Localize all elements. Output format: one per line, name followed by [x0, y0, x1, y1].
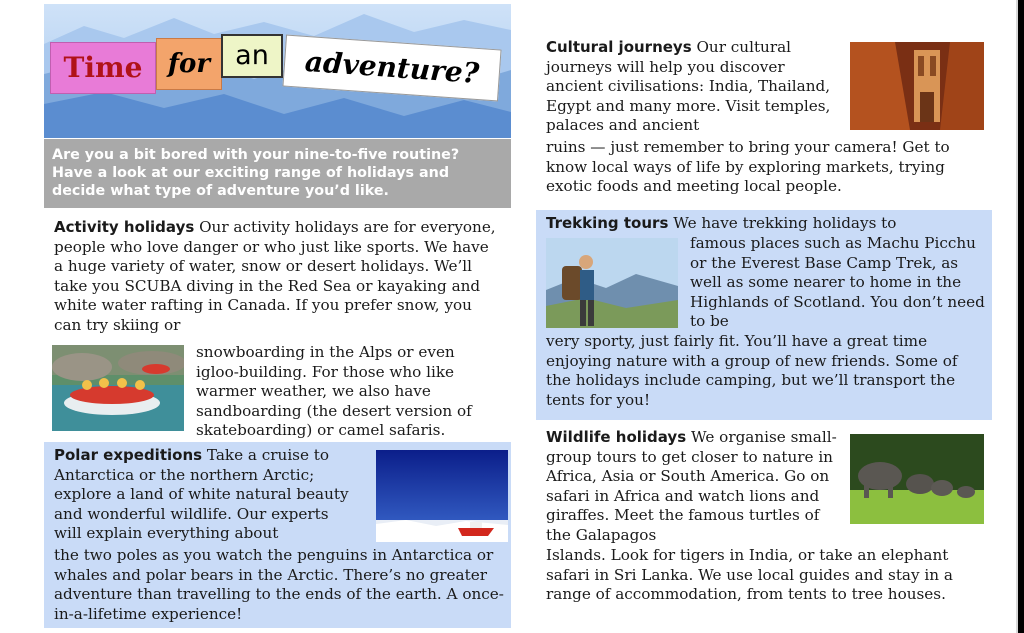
title-word-time: Time: [50, 42, 156, 94]
cultural-text-side: Our cultural journeys will help you discover ancient civilisations: India, Thailand, Egypt and many more. Visit temples, palaces and ancient: [546, 38, 831, 135]
elephants-photo: [850, 434, 984, 524]
cultural-text-bottom: ruins — just remember to bring your camera! Get to know local ways of life by exploring markets, trying exotic foods and meeting local people.: [546, 138, 950, 196]
trekking-text-side: famous places such as Machu Picchu or the Everest Base Camp Trek, as well as some nearer to home in the Highlands of Scotland. You don’t need to be: [690, 234, 985, 331]
wildlife-text-side: We organise small-group tours to get closer to nature in Africa, Asia or South America. Go on safari in Africa and watch lions and giraffes. Meet the famous turtles of the Galapagos: [546, 428, 837, 544]
trekking-text-top: We have trekking holidays to: [668, 214, 897, 232]
wildlife-text-bottom: Islands. Look for tigers in India, or take an elephant safari in Sri Lanka. We use local guides and stay in a range of accommodation, from tents to tree houses.: [546, 546, 953, 604]
page-divider: [1016, 0, 1018, 633]
title-word-adventure: adventure?: [282, 35, 501, 102]
title-banner: [44, 4, 511, 138]
cultural-heading: Cultural journeys: [546, 38, 692, 56]
rafting-photo: [52, 345, 184, 431]
trekking-section: [536, 210, 992, 420]
activity-text-side: snowboarding in the Alps or even igloo-building. For those who like warmer weather, we also have sandboarding (the desert version of skateboarding) or camel safaris.: [196, 343, 472, 440]
intro-text: Are you a bit bored with your nine-to-five routine? Have a look at our exciting range of holidays and decide what type of adventure you’d like.: [44, 139, 511, 208]
hiker-photo: [546, 238, 678, 328]
title-word-an: an: [221, 34, 283, 78]
activity-heading: Activity holidays: [54, 218, 195, 236]
icebreaker-ship-photo: [376, 450, 508, 542]
activity-section: [44, 212, 511, 440]
polar-text-side: Take a cruise to Antarctica or the northern Arctic; explore a land of white natural beauty and wonderful wildlife. Our experts will explain everything about: [54, 446, 349, 543]
cultural-section: [536, 34, 992, 204]
polar-heading: Polar expeditions: [54, 446, 203, 464]
wildlife-heading: Wildlife holidays: [546, 428, 687, 446]
activity-text-top: Our activity holidays are for everyone, people who love danger or who just like sports. We have a huge variety of water, snow or desert holidays. We’ll take you SCUBA diving in the Red Sea or kayaking and white water rafting in Canada. If you prefer snow, you can try skiing or: [54, 218, 496, 334]
trekking-heading: Trekking tours: [546, 214, 669, 232]
canyon-temple-photo: [850, 42, 984, 130]
wildlife-section: [536, 424, 992, 630]
title-word-for: for: [156, 38, 222, 90]
polar-text-bottom: the two poles as you watch the penguins in Antarctica or whales and polar bears in the Arctic. There’s no greater adventure than travelling to the ends of the earth. A once-in-a-lifetime experience!: [54, 546, 504, 623]
trekking-text-bottom: very sporty, just fairly fit. You’ll have a great time enjoying nature with a group of new friends. Some of the holidays include camping, but we’ll transport the tents for you!: [546, 332, 958, 409]
polar-section: [44, 442, 511, 628]
